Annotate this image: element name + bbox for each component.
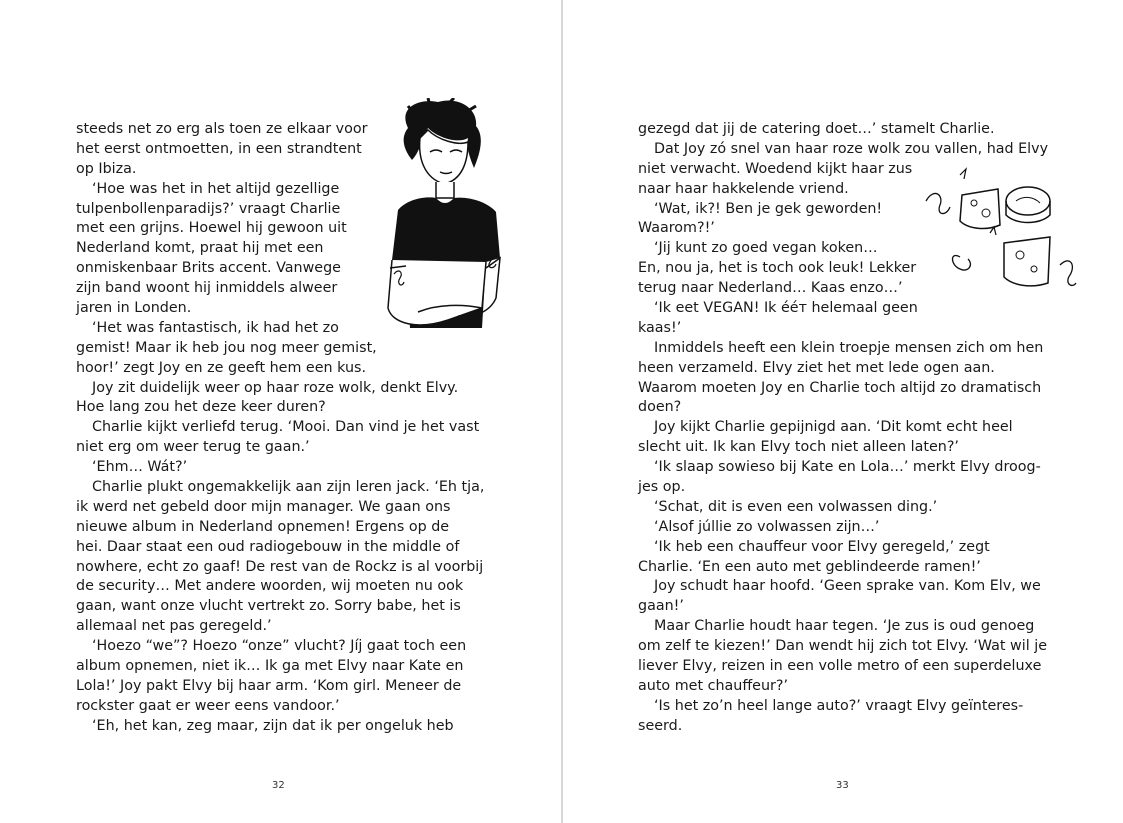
text-line: ‘Ik eet VEGAN! Ik ééт helemaal geen (654, 300, 918, 317)
text-line: ik werd net gebeld door mijn manager. We gaan ons (76, 498, 451, 515)
text-line: seerd. (638, 717, 683, 734)
text-line: ‘Schat, dit is even een volwassen ding.’ (654, 498, 938, 515)
text-line: auto met chauffeur?’ (638, 677, 789, 694)
text-line: gezegd dat jij de catering doet…’ stamelt Charlie. (638, 121, 995, 137)
text-line: gaan!’ (638, 598, 684, 615)
text-line: zijn band woont hij inmiddels alweer (76, 280, 338, 297)
right-page (563, 0, 1123, 823)
text-line: liever Elvy, reizen in een volle metro of een superdeluxe (638, 658, 1042, 675)
text-line: ‘Het was fantastisch, ik had het zo (92, 319, 339, 336)
page-number: 33 (836, 780, 849, 791)
text-line: Inmiddels heeft een klein troepje mensen zich om hen (654, 339, 1044, 356)
text-line: op Ibiza. (76, 160, 137, 177)
text-line: ‘Ik slaap sowieso bij Kate en Lola…’ merkt Elvy droog- (654, 459, 1041, 476)
text-line: ‘Hoezo “we”? Hoezo “onze” vlucht? Jíj gaat toch een (92, 638, 467, 655)
text-line: jes op. (638, 479, 686, 496)
text-line: rockster gaat er weer eens vandoor.’ (76, 697, 340, 714)
text-line: slecht uit. Ik kan Elvy toch niet alleen laten?’ (638, 439, 959, 456)
text-line: Hoe lang zou het deze keer duren? (76, 399, 326, 416)
text-line: tulpenbollenparadijs?’ vraagt Charlie (76, 200, 341, 217)
text-line: kaas!’ (638, 319, 682, 336)
text-line: Charlie kijkt verliefd terug. ‘Mooi. Dan vind je het vast (92, 419, 480, 436)
text-line: hei. Daar staat een oud radiogebouw in the middle of (76, 538, 460, 555)
text-line: gemist! Maar ik heb jou nog meer gemist, (76, 339, 377, 356)
text-line: Lola!’ Joy pakt Elvy bij haar arm. ‘Kom girl. Meneer de (76, 677, 462, 694)
text-line: nieuwe album in Nederland opnemen! Ergens op de (76, 518, 450, 535)
text-line: nowhere, echt zo gaaf! De rest van de Rockz is al voorbij (76, 558, 484, 575)
text-line: niet erg om weer terug te gaan.’ (76, 439, 310, 456)
text-line: naar haar hakkelende vriend. (638, 180, 849, 197)
text-line: hoor!’ zegt Joy en ze geeft hem een kus. (76, 359, 367, 376)
text-line: met een grijns. Hoewel hij gewoon uit (76, 220, 347, 237)
text-line: het eerst ontmoetten, in een strandtent (76, 140, 362, 157)
text-line: niet verwacht. Woedend kijkt haar zus (638, 160, 913, 177)
text-line: ‘Alsof júllie zo volwassen zijn…’ (654, 518, 880, 535)
text-line: doen? (638, 399, 682, 416)
text-line: steeds net zo erg als toen ze elkaar voor (76, 121, 368, 137)
text-line: ‘Jij kunt zo goed vegan koken… (654, 240, 878, 257)
text-line: Charlie. ‘En een auto met geblindeerde ramen!’ (638, 558, 981, 575)
text-line: ‘Ik heb een chauffeur voor Elvy geregeld,’ zegt (654, 538, 990, 555)
text-line: album opnemen, niet ik… Ik ga met Elvy naar Kate en (76, 658, 464, 675)
text-line: om zelf te kiezen!’ Dan wendt hij zich tot Elvy. ‘Wat wil je (638, 638, 1047, 655)
text-line: ‘Hoe was het in het altijd gezellige (92, 180, 340, 197)
text-line: Joy schudt haar hoofd. ‘Geen sprake van. Kom Elv, we (654, 578, 1041, 595)
text-line: heen verzameld. Elvy ziet het met lede ogen aan. (638, 359, 995, 376)
text-line: Waarom moeten Joy en Charlie toch altijd zo dramatisch (638, 379, 1042, 396)
text-line: terug naar Nederland… Kaas enzo…’ (638, 280, 903, 297)
text-line: ‘Wat, ik?! Ben je gek geworden! (654, 200, 883, 217)
text-line: ‘Eh, het kan, zeg maar, zijn dat ik per ongeluk heb (92, 717, 454, 734)
text-line: ‘Ehm… Wát?’ (92, 459, 188, 476)
text-line: Dat Joy zó snel van haar roze wolk zou vallen, had Elvy (654, 140, 1049, 157)
text-line: de security… Met andere woorden, wij moeten nu ook (76, 578, 464, 595)
text-line: Maar Charlie houdt haar tegen. ‘Je zus is oud genoeg (654, 618, 1035, 635)
text-line: Nederland komt, praat hij met een (76, 240, 324, 257)
left-page (0, 0, 561, 823)
text-line: gaan, want onze vlucht vertrekt zo. Sorry babe, het is (76, 598, 461, 615)
girl-with-tattoos-illustration (378, 98, 508, 338)
text-line: onmiskenbaar Brits accent. Vanwege (76, 260, 341, 277)
text-line: ‘Is het zo’n heel lange auto?’ vraagt Elvy geïnteres- (654, 697, 1024, 714)
text-line: Waarom?!’ (638, 220, 715, 237)
text-line: En, nou ja, het is toch ook leuk! Lekker (638, 260, 917, 277)
text-line: Charlie plukt ongemakkelijk aan zijn leren jack. ‘Eh tja, (92, 479, 485, 496)
page-number: 32 (272, 780, 285, 791)
text-line: Joy kijkt Charlie gepijnigd aan. ‘Dit komt echt heel (654, 419, 1013, 436)
text-line: Joy zit duidelijk weer op haar roze wolk, denkt Elvy. (92, 379, 459, 396)
text-line: allemaal net pas geregeld.’ (76, 618, 272, 635)
text-line: jaren in Londen. (76, 300, 192, 317)
cheese-illustration (920, 165, 1080, 305)
